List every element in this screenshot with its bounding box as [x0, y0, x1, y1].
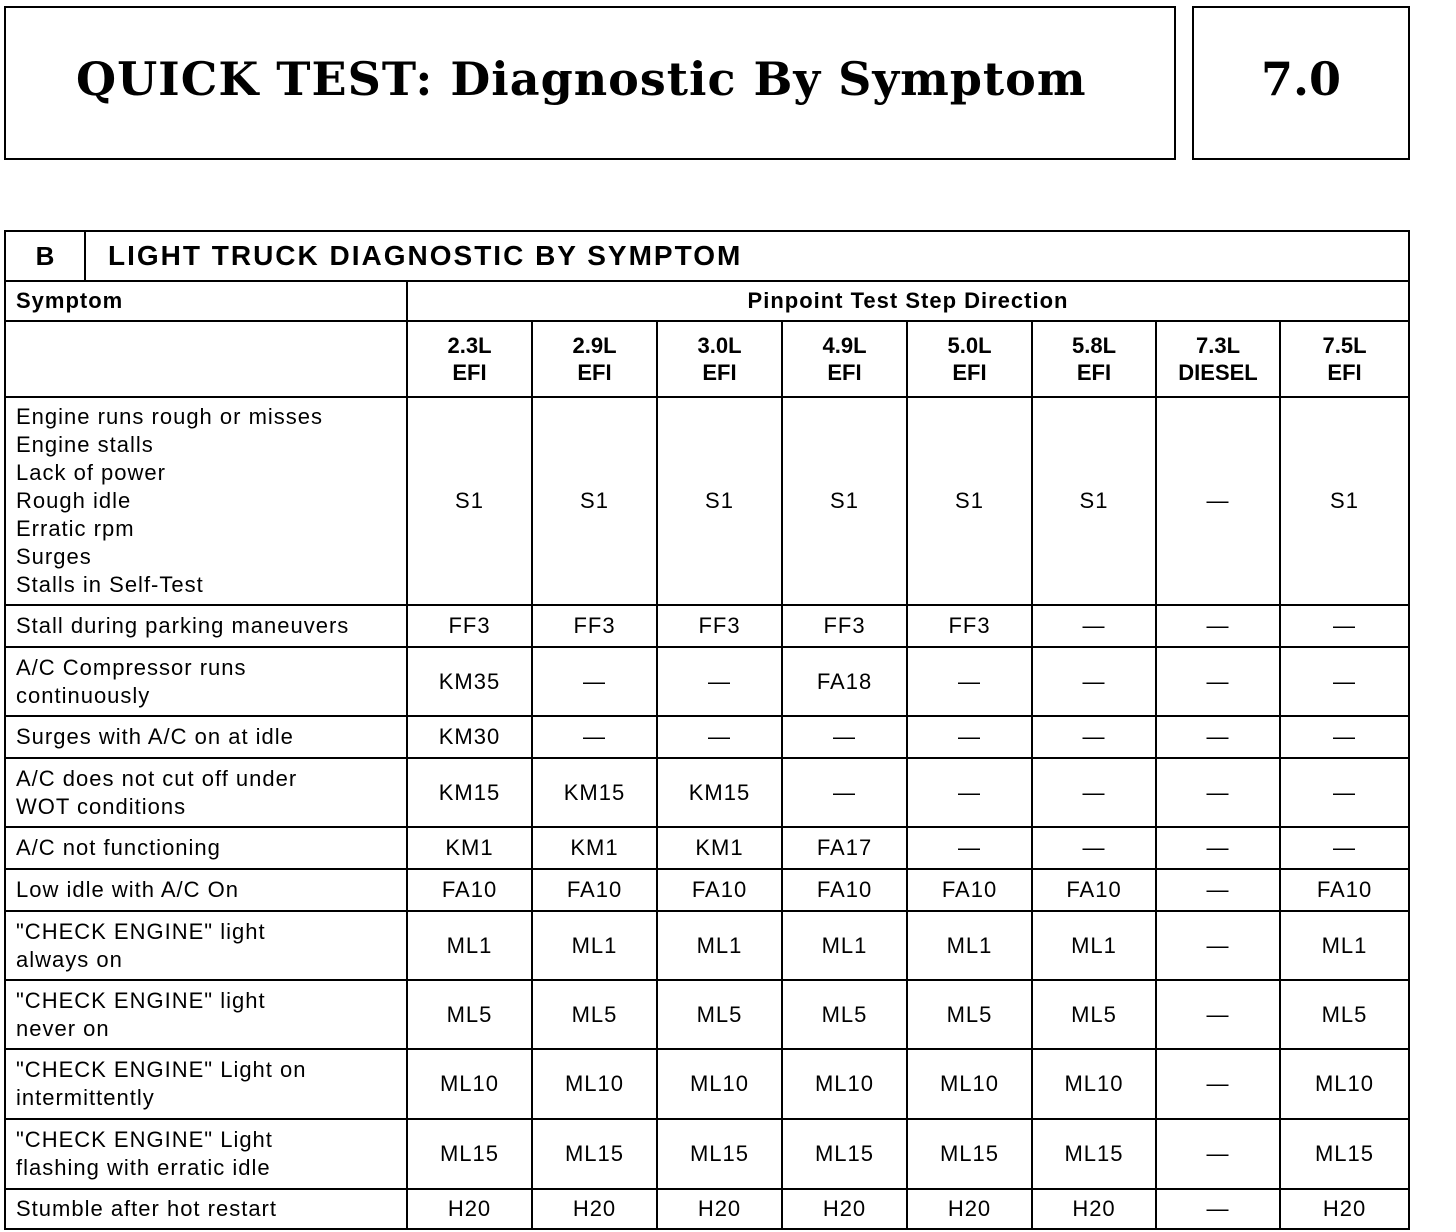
engine-type: EFI	[1076, 360, 1112, 385]
table-row	[5, 1119, 1409, 1189]
table-row	[5, 1189, 1409, 1229]
test-step-cell: FF3	[532, 605, 657, 647]
table-row	[5, 869, 1409, 911]
engine-size: 5.8L	[1071, 333, 1117, 358]
test-step-cell: ML15	[1280, 1119, 1409, 1189]
symptom-cell	[5, 911, 407, 980]
test-step-cell: —	[532, 716, 657, 758]
symptom-text: Rough idle	[16, 488, 132, 513]
engine-header	[907, 321, 1032, 397]
table-row	[5, 980, 1409, 1049]
symptom-cell	[5, 716, 407, 758]
engine-size: 5.0L	[947, 333, 992, 358]
test-step-cell: ML10	[907, 1049, 1032, 1119]
engine-size: 7.3L	[1195, 333, 1241, 358]
symptom-text: Erratic rpm	[16, 516, 135, 541]
test-step-cell: ML10	[782, 1049, 907, 1119]
test-step-cell: H20	[657, 1189, 782, 1229]
test-step-cell: —	[1156, 911, 1280, 980]
test-step-cell: —	[1156, 647, 1280, 716]
test-step-cell: ML1	[1032, 911, 1156, 980]
symptom-text: "CHECK ENGINE" light	[16, 987, 266, 1013]
test-step-cell: ML5	[907, 980, 1032, 1049]
table-row	[5, 911, 1409, 980]
test-step-cell: H20	[407, 1189, 532, 1229]
engine-header	[1280, 321, 1409, 397]
test-step-cell: FA10	[532, 869, 657, 911]
table-row	[5, 605, 1409, 647]
engine-size: 3.0L	[697, 333, 742, 358]
test-step-cell: —	[907, 827, 1032, 869]
symptom-cell	[5, 1049, 407, 1119]
symptom-cell	[5, 758, 407, 827]
engine-size: 4.9L	[822, 333, 867, 358]
symptom-text: A/C does not cut off under	[16, 765, 298, 791]
test-step-cell: ML5	[407, 980, 532, 1049]
table-row	[5, 827, 1409, 869]
test-step-cell: —	[1032, 605, 1156, 647]
test-step-cell: —	[907, 758, 1032, 827]
test-step-cell: ML1	[532, 911, 657, 980]
test-step-cell: KM1	[532, 827, 657, 869]
test-step-cell: S1	[1280, 397, 1409, 605]
test-step-cell: S1	[532, 397, 657, 605]
test-step-cell: —	[1280, 827, 1409, 869]
test-step-cell: ML10	[1280, 1049, 1409, 1119]
test-step-cell: KM35	[407, 647, 532, 716]
symptom-cell	[5, 869, 407, 911]
symptom-text: WOT conditions	[16, 793, 187, 819]
engine-size: 2.9L	[572, 333, 617, 358]
test-step-cell: —	[1156, 1119, 1280, 1189]
table-letter: B	[6, 232, 86, 280]
test-step-cell: ML5	[782, 980, 907, 1049]
table-row	[5, 647, 1409, 716]
engine-type: EFI	[952, 360, 987, 385]
test-step-cell: —	[1032, 647, 1156, 716]
table-row	[5, 1049, 1409, 1119]
table-row	[5, 758, 1409, 827]
test-step-cell: ML15	[782, 1119, 907, 1189]
test-step-cell: FA10	[657, 869, 782, 911]
test-step-cell: —	[782, 716, 907, 758]
test-step-cell: S1	[657, 397, 782, 605]
test-step-cell: —	[1280, 605, 1409, 647]
table-title: LIGHT TRUCK DIAGNOSTIC BY SYMPTOM	[108, 240, 743, 271]
symptom-text: "CHECK ENGINE" Light	[16, 1127, 273, 1152]
test-step-cell: H20	[1032, 1189, 1156, 1229]
test-step-cell: —	[1156, 397, 1280, 605]
test-step-cell: H20	[907, 1189, 1032, 1229]
symptom-text: continuously	[16, 682, 151, 708]
symptom-cell	[5, 827, 407, 869]
test-step-cell: —	[657, 647, 782, 716]
engine-header	[657, 321, 782, 397]
test-step-cell: ML15	[657, 1119, 782, 1189]
test-step-cell: FA10	[1032, 869, 1156, 911]
symptom-cell	[5, 605, 407, 647]
symptom-table	[4, 230, 1410, 1230]
test-step-cell: KM30	[407, 716, 532, 758]
test-step-cell: —	[782, 758, 907, 827]
test-step-cell: ML15	[907, 1119, 1032, 1189]
test-step-cell: ML10	[1032, 1049, 1156, 1119]
test-step-cell: —	[1280, 647, 1409, 716]
engine-header	[782, 321, 907, 397]
engine-size: 2.3L	[447, 333, 492, 358]
test-step-cell: —	[1156, 827, 1280, 869]
engine-header-row	[5, 321, 1409, 397]
test-step-cell: —	[1156, 1049, 1280, 1119]
test-step-cell: FF3	[907, 605, 1032, 647]
symptom-text: A/C not functioning	[16, 835, 221, 860]
test-step-cell: ML15	[1032, 1119, 1156, 1189]
engine-size: 7.5L	[1322, 333, 1367, 358]
test-step-cell: —	[1156, 869, 1280, 911]
symptom-text: Stumble after hot restart	[16, 1196, 277, 1221]
symptom-text: Lack of power	[16, 460, 166, 485]
symptom-text: "CHECK ENGINE" light	[16, 918, 266, 944]
test-step-cell: H20	[782, 1189, 907, 1229]
symptom-cell	[5, 647, 407, 716]
test-step-cell: KM1	[657, 827, 782, 869]
section-number-box	[1192, 6, 1410, 160]
page-title-box	[4, 6, 1176, 160]
test-step-cell: FA10	[1280, 869, 1409, 911]
symptom-text: Engine stalls	[16, 432, 154, 457]
test-step-cell: S1	[907, 397, 1032, 605]
symptom-text: "CHECK ENGINE" Light on	[16, 1057, 307, 1082]
test-step-cell: FA10	[782, 869, 907, 911]
test-step-cell: FA18	[782, 647, 907, 716]
symptom-text: Engine runs rough or misses	[16, 404, 324, 429]
test-step-cell: ML15	[532, 1119, 657, 1189]
symptom-text: Surges	[16, 544, 92, 569]
test-step-cell: —	[1156, 716, 1280, 758]
engine-type: EFI	[702, 360, 737, 385]
direction-column-header: Pinpoint Test Step Direction	[407, 281, 1409, 321]
test-step-cell: —	[1156, 980, 1280, 1049]
test-step-cell: ML1	[657, 911, 782, 980]
test-step-cell: S1	[407, 397, 532, 605]
test-step-cell: ML5	[532, 980, 657, 1049]
symptom-cell	[5, 980, 407, 1049]
engine-header	[407, 321, 532, 397]
test-step-cell: ML5	[1032, 980, 1156, 1049]
test-step-cell: FF3	[782, 605, 907, 647]
test-step-cell: —	[1156, 758, 1280, 827]
test-step-cell: FF3	[657, 605, 782, 647]
test-step-cell: H20	[1280, 1189, 1409, 1229]
test-step-cell: ML15	[407, 1119, 532, 1189]
engine-type: EFI	[577, 360, 612, 385]
test-step-cell: —	[1032, 716, 1156, 758]
test-step-cell: FA10	[407, 869, 532, 911]
symptom-cell	[5, 397, 407, 605]
test-step-cell: ML1	[907, 911, 1032, 980]
test-step-cell: —	[1156, 605, 1280, 647]
symptom-text: Surges with A/C on at idle	[16, 724, 294, 749]
test-step-cell: KM15	[532, 758, 657, 827]
engine-header	[532, 321, 657, 397]
test-step-cell: FA17	[782, 827, 907, 869]
test-step-cell: ML5	[1280, 980, 1409, 1049]
test-step-cell: H20	[532, 1189, 657, 1229]
symptom-cell	[5, 1119, 407, 1189]
test-step-cell: KM1	[407, 827, 532, 869]
engine-type: EFI	[1327, 360, 1362, 385]
test-step-cell: KM15	[407, 758, 532, 827]
symptom-text: A/C Compressor runs	[16, 654, 247, 680]
test-step-cell: —	[532, 647, 657, 716]
test-step-cell: —	[1156, 1189, 1280, 1229]
engine-type: DIESEL	[1178, 360, 1258, 385]
engine-header	[1156, 321, 1280, 397]
symptom-column-header: Symptom	[5, 281, 407, 321]
engine-header	[1032, 321, 1156, 397]
symptom-text: Low idle with A/C On	[16, 877, 239, 902]
symptom-text: flashing with erratic idle	[16, 1155, 271, 1180]
test-step-cell: ML5	[657, 980, 782, 1049]
test-step-cell: ML1	[782, 911, 907, 980]
symptom-text: Stalls in Self-Test	[16, 572, 204, 597]
table-header	[5, 231, 1409, 281]
test-step-cell: FA10	[907, 869, 1032, 911]
test-step-cell: —	[657, 716, 782, 758]
test-step-cell: FF3	[407, 605, 532, 647]
test-step-cell: ML10	[407, 1049, 532, 1119]
test-step-cell: —	[1032, 827, 1156, 869]
test-step-cell: ML10	[532, 1049, 657, 1119]
test-step-cell: KM15	[657, 758, 782, 827]
test-step-cell: ML1	[1280, 911, 1409, 980]
test-step-cell: —	[907, 716, 1032, 758]
test-step-cell: ML1	[407, 911, 532, 980]
page-title: QUICK TEST: Diagnostic By Symptom	[76, 52, 1087, 106]
test-step-cell: —	[1032, 758, 1156, 827]
test-step-cell: ML10	[657, 1049, 782, 1119]
engine-header-blank	[5, 321, 407, 397]
symptom-text: Stall during parking maneuvers	[16, 613, 350, 638]
symptom-text: never on	[16, 1015, 110, 1041]
test-step-cell: —	[1280, 758, 1409, 827]
section-number: 7.0	[1260, 52, 1342, 106]
test-step-cell: —	[1280, 716, 1409, 758]
engine-type: EFI	[827, 360, 862, 385]
symptom-text: intermittently	[16, 1085, 155, 1110]
symptom-cell	[5, 1189, 407, 1229]
symptom-text: always on	[16, 946, 123, 972]
table-row	[5, 397, 1409, 605]
table-row	[5, 716, 1409, 758]
test-step-cell: S1	[1032, 397, 1156, 605]
test-step-cell: —	[907, 647, 1032, 716]
engine-type: EFI	[452, 360, 487, 385]
test-step-cell: S1	[782, 397, 907, 605]
